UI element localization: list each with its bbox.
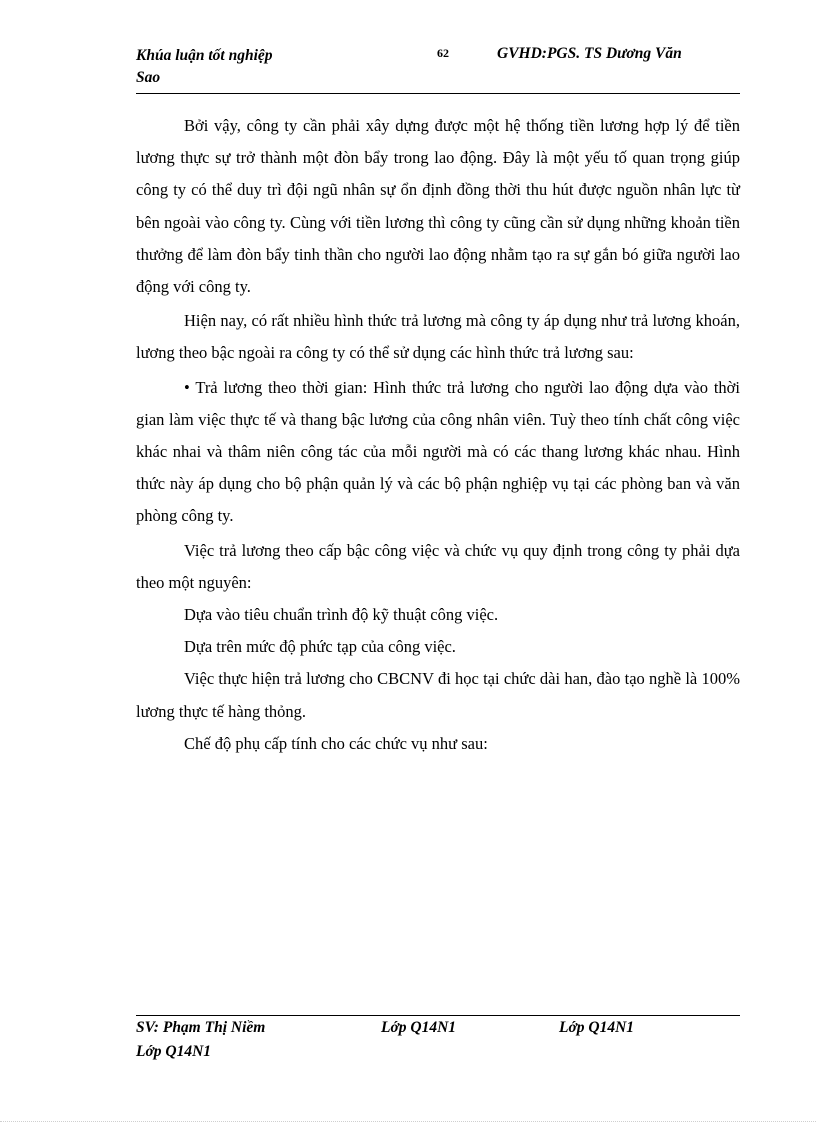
paragraph: Bởi vậy, công ty cần phải xây dựng được một hệ thống tiền lương hợp lý để tiền lương thực sự trở thành một đòn bẩy trong lao động. Đây là một yếu tố quan trọng giúp công ty có thể duy trì đội ngũ nhân sự ổn định đồng thời thu hút được nguồn nhân lực từ bên ngoài vào công ty. Cùng với tiền lương thì công ty cũng cần sử dụng những khoản tiền thưởng để làm đòn bẩy tinh thần cho người lao động nhằm tạo ra sự gắn bó giữa người lao động với công ty. — [136, 116, 740, 297]
footer-divider — [136, 1015, 740, 1016]
header-title-line2: Sao — [136, 69, 161, 86]
header-supervisor: GVHD:PGS. TS Dương Văn — [497, 45, 682, 62]
header-title — [136, 45, 273, 89]
paragraph: Việc trả lương theo cấp bậc công việc và chức vụ quy định trong công ty phải dựa theo một nguyên: — [136, 540, 740, 592]
paragraph: Chế độ phụ cấp tính cho các chức vụ như sau: — [184, 733, 488, 753]
list-item: Dựa vào tiêu chuẩn trình độ kỹ thuật công việc. — [184, 605, 499, 625]
page-edge — [0, 1121, 816, 1122]
list-item: Dựa trên mức độ phức tạp của công việc. — [184, 637, 456, 657]
header-divider — [136, 93, 740, 94]
footer-class: Lớp Q14N1 — [381, 1019, 457, 1036]
paragraph: Hiện nay, có rất nhiều hình thức trả lương mà công ty áp dụng như trả lương khoán, lương theo bậc ngoài ra công ty có thể sử dụng các hình thức trả lương sau: — [136, 311, 740, 363]
footer-student: SV: Phạm Thị Niềm — [136, 1019, 266, 1036]
paragraph: Việc thực hiện trả lương cho CBCNV đi học tại chức dài han, đào tạo nghề là 100% lương thực tế hàng thỏng. — [136, 669, 740, 721]
header-title-line1: Khúa luận tốt nghiệp — [136, 47, 273, 64]
page-number: 62 — [437, 46, 449, 60]
bullet-paragraph: • Trả lương theo thời gian: Hình thức trả lương cho người lao động dựa vào thời gian làm việc thực tế và thang bậc lương của công nhân viên. Tuỳ theo tính chất công việc khác nhai và thâm niên công tác của mỗi người mà có các thang lương khác nhau. Hình thức này áp dụng cho bộ phận quản lý và các bộ phận nghiệp vụ tại các phòng ban và văn phòng công ty. — [136, 377, 740, 526]
document-body — [136, 110, 740, 760]
footer-class: Lớp Q14N1 — [559, 1019, 635, 1036]
footer-class: Lớp Q14N1 — [136, 1043, 212, 1060]
